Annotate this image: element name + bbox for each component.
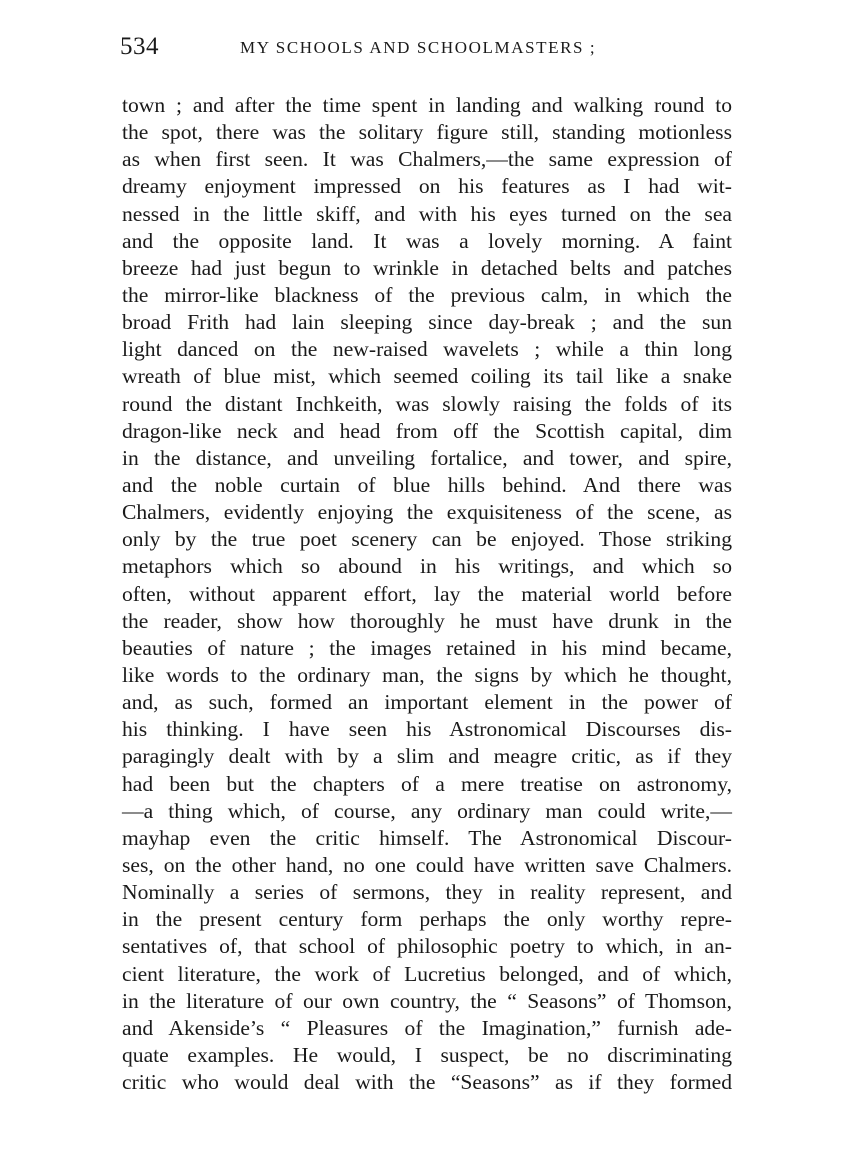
page-number: 534 <box>120 33 159 60</box>
page-header <box>120 30 732 64</box>
text-line: mayhap even the critic himself. The Astronomical Discour- <box>122 825 732 850</box>
text-line: in the present century form perhaps the only worthy repre- <box>122 907 732 932</box>
text-line: Nominally a series of sermons, they in reality represent, and <box>122 880 732 905</box>
text-line: like words to the ordinary man, the signs by which he thought, <box>122 662 732 687</box>
text-line: and Akenside’s “ Pleasures of the Imagination,” furnish ade- <box>122 1015 732 1040</box>
text-line: critic who would deal with the “Seasons” as if they formed <box>122 1070 732 1095</box>
text-line: and, as such, formed an important element in the power of <box>122 690 732 715</box>
text-line: the spot, there was the solitary figure still, standing motionless <box>122 120 732 145</box>
text-line: nessed in the little skiff, and with his eyes turned on the sea <box>122 201 732 226</box>
text-line: only by the true poet scenery can be enjoyed. Those striking <box>122 527 732 552</box>
text-line: and the noble curtain of blue hills behind. And there was <box>122 472 732 497</box>
running-head: MY SCHOOLS AND SCHOOLMASTERS ; <box>240 38 597 57</box>
text-line: —a thing which, of course, any ordinary man could write,— <box>122 798 732 823</box>
text-line: paragingly dealt with by a slim and meagre critic, as if they <box>122 744 732 769</box>
text-line: quate examples. He would, I suspect, be no discriminating <box>122 1042 732 1067</box>
text-line: in the distance, and unveiling fortalice, and tower, and spire, <box>122 445 732 470</box>
text-line: wreath of blue mist, which seemed coiling its tail like a snake <box>122 364 732 389</box>
text-line: and the opposite land. It was a lovely morning. A faint <box>122 228 732 253</box>
text-line: his thinking. I have seen his Astronomical Discourses dis- <box>122 717 732 742</box>
text-line: breeze had just begun to wrinkle in detached belts and patches <box>122 255 732 280</box>
text-line: the reader, show how thoroughly he must have drunk in the <box>122 608 732 633</box>
body-text <box>122 92 732 1096</box>
text-line: light danced on the new-raised wavelets ; while a thin long <box>122 337 732 362</box>
text-line: dreamy enjoyment impressed on his features as I had wit- <box>122 174 732 199</box>
text-line: sentatives of, that school of philosophic poetry to which, in an- <box>122 934 732 959</box>
text-line: cient literature, the work of Lucretius belonged, and of which, <box>122 961 732 986</box>
text-line: ses, on the other hand, no one could have written save Chalmers. <box>122 852 732 877</box>
text-line: broad Frith had lain sleeping since day-break ; and the sun <box>122 310 732 335</box>
text-line: beauties of nature ; the images retained in his mind became, <box>122 635 732 660</box>
text-line: in the literature of our own country, the “ Seasons” of Thomson, <box>122 988 732 1013</box>
text-line: had been but the chapters of a mere treatise on astronomy, <box>122 771 732 796</box>
text-line: round the distant Inchkeith, was slowly raising the folds of its <box>122 391 732 416</box>
text-line: metaphors which so abound in his writings, and which so <box>122 554 732 579</box>
text-line: dragon-like neck and head from off the Scottish capital, dim <box>122 418 732 443</box>
text-line: town ; and after the time spent in landing and walking round to <box>122 93 732 117</box>
text-line: the mirror-like blackness of the previous calm, in which the <box>122 282 732 307</box>
text-line: Chalmers, evidently enjoying the exquisiteness of the scene, as <box>122 500 732 525</box>
text-line: often, without apparent effort, lay the material world before <box>122 581 732 606</box>
text-line: as when first seen. It was Chalmers,—the same expression of <box>122 147 732 172</box>
